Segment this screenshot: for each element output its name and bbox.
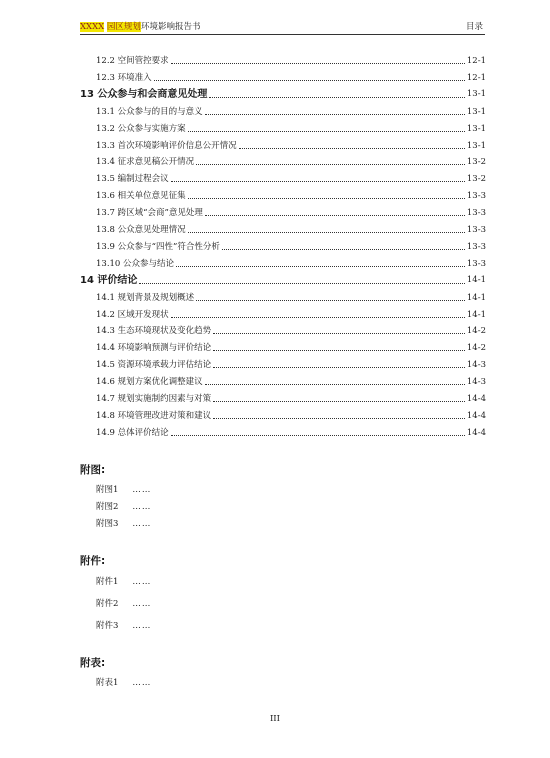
- entry-ellipsis: ……: [132, 502, 152, 512]
- toc-page-number: 13-1: [466, 88, 486, 99]
- toc-entry-title: 14.2 区域开发现状: [96, 309, 169, 320]
- toc-entry-title: 13.10 公众参与结论: [96, 258, 175, 269]
- toc-page-number: 13-3: [466, 225, 486, 235]
- toc-leader-dots: [213, 367, 465, 368]
- toc-leader-dots: [171, 181, 465, 182]
- toc-section-row[interactable]: [96, 425, 486, 439]
- attachments-heading: 附件:: [80, 555, 106, 567]
- toc-leader-dots: [213, 418, 465, 419]
- toc-section-row[interactable]: [96, 154, 486, 168]
- toc-section-row[interactable]: [96, 374, 486, 388]
- toc-page-number: 14-1: [466, 292, 486, 303]
- header-highlight-park: 园区规划: [106, 22, 141, 32]
- header-highlight: XXXX: [80, 22, 105, 32]
- toc-page-number: 12-1: [466, 56, 486, 66]
- toc-entry-title: 14 评价结论: [80, 274, 138, 286]
- toc-page-number: 14-4: [466, 410, 486, 421]
- toc-chapter-row[interactable]: [80, 87, 486, 101]
- appendix-figure-entry[interactable]: [96, 517, 151, 529]
- toc-page-number: 14-3: [466, 360, 486, 371]
- toc-entry-title: 13.5 编制过程会议: [96, 174, 169, 185]
- entry-label: 附件1: [96, 577, 119, 587]
- appendix-figures-heading: 附图:: [80, 464, 106, 476]
- toc-entry-title: 13.2 公众参与实施方案: [96, 123, 186, 134]
- toc-section-row[interactable]: [96, 239, 486, 253]
- toc-leader-dots: [213, 333, 465, 334]
- toc-leader-dots: [205, 215, 465, 216]
- entry-label: 附表1: [96, 678, 119, 688]
- toc-page-number: 13-3: [466, 241, 486, 252]
- appendix-table-entry[interactable]: [96, 676, 151, 688]
- entry-ellipsis: ……: [132, 678, 152, 688]
- toc-entry-title: 14.1 规划背景及规划概述: [96, 292, 195, 303]
- toc-leader-dots: [239, 148, 465, 149]
- toc-entry-title: 14.7 规划实施制约因素与对策: [96, 394, 212, 404]
- toc-page-number: 14-4: [466, 427, 486, 438]
- toc-leader-dots: [154, 80, 465, 81]
- entry-ellipsis: ……: [132, 599, 152, 609]
- toc-page-number: 13-1: [466, 106, 486, 117]
- toc-entry-title: 13.4 征求意见稿公开情况: [96, 157, 195, 168]
- appendix-figure-entry[interactable]: [96, 483, 151, 495]
- toc-section-row[interactable]: [96, 391, 486, 405]
- toc-page-number: 14-4: [466, 394, 486, 404]
- toc-entry-title: 14.3 生态环境现状及变化趋势: [96, 326, 212, 337]
- attachment-entry[interactable]: [96, 619, 151, 631]
- toc-leader-dots: [205, 384, 465, 385]
- toc-section-row[interactable]: [96, 138, 486, 152]
- toc-section-row[interactable]: [96, 307, 486, 321]
- toc-page-number: 13-3: [466, 191, 486, 202]
- toc-section-row[interactable]: [96, 53, 486, 67]
- toc-entry-title: 13 公众参与和会商意见处理: [80, 88, 208, 100]
- toc-entry-title: 13.1 公众参与的目的与意义: [96, 106, 203, 117]
- appendix-figure-entry[interactable]: [96, 500, 151, 512]
- entry-ellipsis: ……: [132, 577, 152, 587]
- toc-leader-dots: [171, 435, 465, 436]
- toc-section-row[interactable]: [96, 205, 486, 219]
- entry-label: 附图3: [96, 519, 119, 529]
- toc-leader-dots: [205, 114, 465, 115]
- entry-ellipsis: ……: [132, 485, 152, 495]
- toc-leader-dots: [213, 401, 465, 402]
- toc-entry-title: 14.9 总体评价结论: [96, 427, 169, 438]
- toc-page-number: 13-1: [466, 140, 486, 151]
- toc-leader-dots: [196, 164, 465, 165]
- entry-label: 附件2: [96, 599, 119, 609]
- toc-page-number: 14-2: [466, 326, 486, 337]
- toc-leader-dots: [213, 350, 465, 351]
- toc-section-row[interactable]: [96, 222, 486, 236]
- toc-leader-dots: [222, 249, 465, 250]
- toc-page-number: 14-3: [466, 377, 486, 388]
- toc-entry-title: 13.8 公众意见处理情况: [96, 225, 186, 235]
- attachment-entry[interactable]: [96, 575, 151, 587]
- toc-page-number: 14-2: [466, 343, 486, 354]
- page-number: III: [269, 714, 281, 724]
- toc-entry-title: 14.5 资源环境承载力评估结论: [96, 360, 212, 371]
- toc-entry-title: 13.7 跨区域“会商”意见处理: [96, 208, 203, 219]
- toc-leader-dots: [188, 232, 465, 233]
- entry-label: 附图1: [96, 485, 119, 495]
- attachment-entry[interactable]: [96, 597, 151, 609]
- appendix-tables-heading: 附表:: [80, 657, 106, 669]
- toc-section-row[interactable]: [96, 357, 486, 371]
- toc-entry-title: 14.4 环境影响预测与评价结论: [96, 343, 212, 354]
- toc-section-row[interactable]: [96, 408, 486, 422]
- header-title-rest: 环境影响报告书: [140, 22, 201, 32]
- toc-entry-title: 12.3 环境准入: [96, 72, 152, 83]
- toc-section-row[interactable]: [96, 256, 486, 270]
- entry-ellipsis: ……: [132, 621, 152, 631]
- toc-section-row[interactable]: [96, 104, 486, 118]
- toc-leader-dots: [196, 300, 465, 301]
- toc-entry-title: 13.3 首次环境影响评价信息公开情况: [96, 140, 237, 151]
- entry-label: 附件3: [96, 621, 119, 631]
- toc-page-number: 13-1: [466, 123, 486, 134]
- toc-section-row[interactable]: [96, 171, 486, 185]
- toc-section-row[interactable]: [96, 70, 486, 84]
- toc-page-number: 14-1: [466, 274, 486, 285]
- toc-leader-dots: [171, 317, 465, 318]
- entry-ellipsis: ……: [132, 519, 152, 529]
- toc-page-number: 13-2: [466, 157, 486, 168]
- toc-entry-title: 12.2 空间管控要求: [96, 56, 169, 66]
- toc-page-number: 13-3: [466, 208, 486, 219]
- toc-entry-title: 14.6 规划方案优化调整建议: [96, 377, 203, 388]
- toc-page-number: 13-3: [466, 258, 486, 269]
- toc-leader-dots: [188, 198, 465, 199]
- toc-chapter-row[interactable]: [80, 273, 486, 287]
- toc-leader-dots: [188, 131, 465, 132]
- entry-label: 附图2: [96, 502, 119, 512]
- toc-entry-title: 13.9 公众参与“四性”符合性分析: [96, 241, 220, 252]
- toc-section-row[interactable]: [96, 290, 486, 304]
- toc-entry-title: 13.6 相关单位意见征集: [96, 191, 186, 202]
- toc-section-row[interactable]: [96, 188, 486, 202]
- header-section-label: 目录: [465, 22, 483, 32]
- toc-section-row[interactable]: [96, 121, 486, 135]
- toc-leader-dots: [209, 97, 464, 98]
- toc-page-number: 14-1: [466, 309, 486, 320]
- toc-leader-dots: [139, 283, 464, 284]
- toc-section-row[interactable]: [96, 323, 486, 337]
- toc-leader-dots: [176, 266, 465, 267]
- toc-page-number: 12-1: [466, 72, 486, 83]
- toc-section-row[interactable]: [96, 340, 486, 354]
- toc-entry-title: 14.8 环境管理改进对策和建议: [96, 410, 212, 421]
- toc-leader-dots: [171, 63, 465, 64]
- toc-page-number: 13-2: [466, 174, 486, 185]
